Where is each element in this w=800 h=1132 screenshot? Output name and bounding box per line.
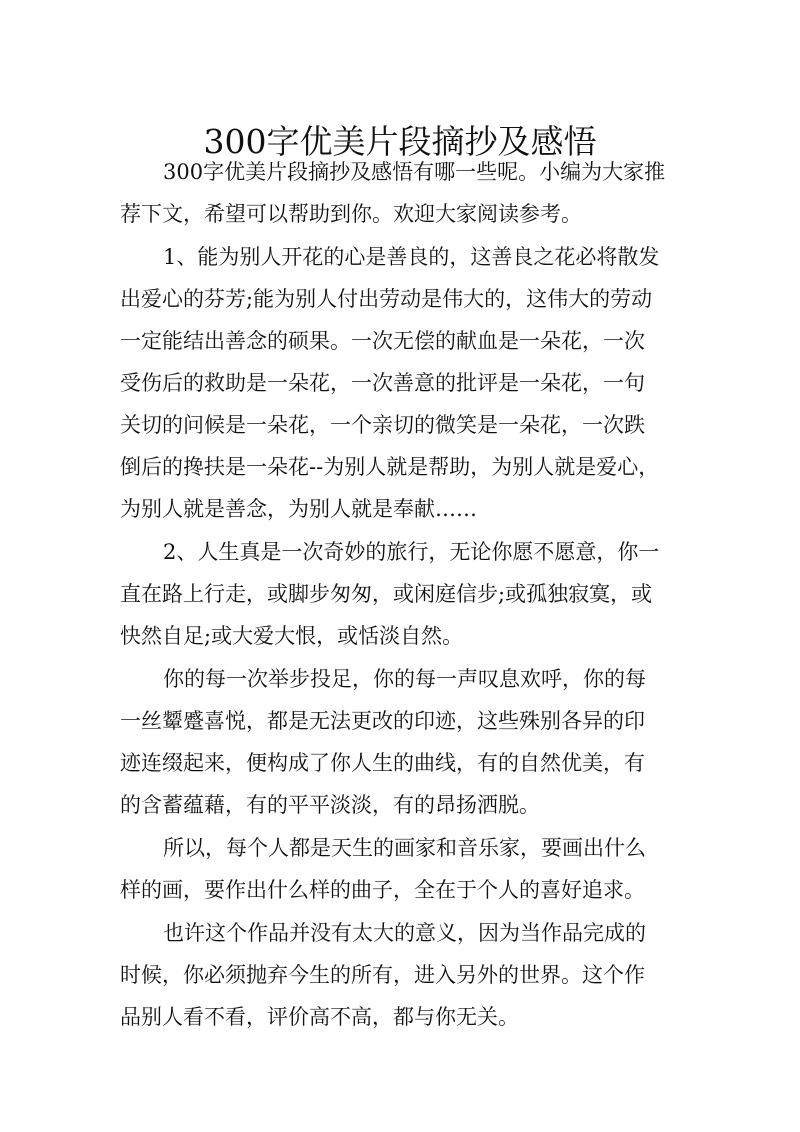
text-line: 所以，每个人都是天生的画家和音乐家，要画出什么 bbox=[163, 836, 646, 860]
text-line: 为别人就是善念，为别人就是奉献…… bbox=[120, 497, 477, 521]
paragraph bbox=[120, 531, 690, 657]
document-body bbox=[120, 151, 690, 1039]
paragraph bbox=[120, 658, 690, 826]
text-line: 1、能为别人开花的心是善良的，这善良之花必将散发 bbox=[163, 245, 660, 269]
text-line: 样的画，要作出什么样的曲子，全在于个人的喜好追求。 bbox=[120, 878, 645, 902]
text-line: 倒后的搀扶是一朵花--为别人就是帮助，为别人就是爱心， bbox=[120, 455, 660, 479]
paragraph bbox=[120, 912, 690, 1038]
text-line: 你的每一次举步投足，你的每一声叹息欢呼，你的每 bbox=[163, 667, 646, 691]
text-line: 2、人生真是一次奇妙的旅行，无论你愿不愿意，你一 bbox=[163, 540, 660, 564]
text-line: 时候，你必须抛弃今生的所有，进入另外的世界。这个作 bbox=[120, 963, 645, 987]
text-line: 迹连缀起来，便构成了你人生的曲线，有的自然优美，有 bbox=[120, 751, 645, 775]
text-line: 一丝颦蹙喜悦，都是无法更改的印迹，这些殊别各异的印 bbox=[120, 709, 645, 733]
text-line: 的含蓄蕴藉，有的平平淡淡，有的昂扬洒脱。 bbox=[120, 793, 540, 817]
text-line: 受伤后的救助是一朵花，一次善意的批评是一朵花，一句 bbox=[120, 371, 645, 395]
text-line: 品别人看不看，评价高不高，都与你无关。 bbox=[120, 1005, 519, 1029]
document-title: 300字优美片段摘抄及感悟 bbox=[203, 122, 597, 162]
text-line: 一定能结出善念的硕果。一次无偿的献血是一朵花，一次 bbox=[120, 329, 645, 353]
paragraph bbox=[120, 827, 690, 911]
text-line: 快然自足;或大爱大恨，或恬淡自然。 bbox=[120, 624, 464, 648]
text-line: 关切的问候是一朵花，一个亲切的微笑是一朵花，一次跌 bbox=[120, 413, 645, 437]
text-line: 直在路上行走，或脚步匆匆，或闲庭信步;或孤独寂寞，或 bbox=[120, 582, 653, 606]
text-line: 出爱心的芬芳;能为别人付出劳动是伟大的，这伟大的劳动 bbox=[120, 287, 653, 311]
text-line: 300字优美片段摘抄及感悟有哪一些呢。小编为大家推 bbox=[163, 160, 666, 184]
text-line: 也许这个作品并没有太大的意义，因为当作品完成的 bbox=[163, 921, 646, 945]
text-line: 荐下文，希望可以帮助到你。欢迎大家阅读参考。 bbox=[120, 202, 582, 226]
paragraph bbox=[120, 236, 690, 530]
paragraph bbox=[120, 151, 690, 235]
